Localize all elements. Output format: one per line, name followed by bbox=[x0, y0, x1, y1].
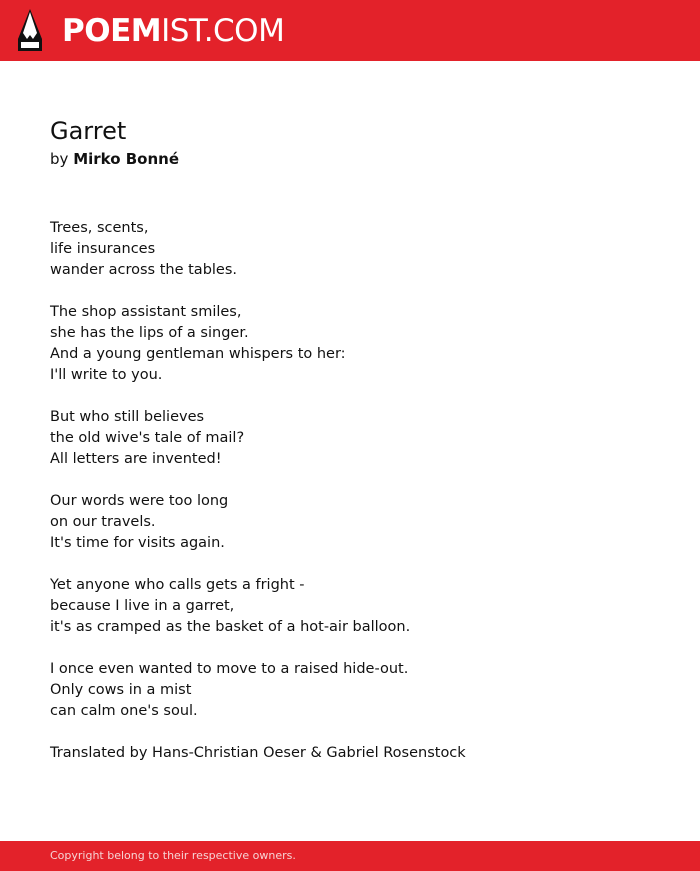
stanza-gap bbox=[50, 554, 670, 575]
poem-line: All letters are invented! bbox=[50, 451, 222, 467]
poem-body bbox=[50, 218, 670, 764]
poem-line: she has the lips of a singer. bbox=[50, 325, 249, 341]
poem-line: can calm one's soul. bbox=[50, 703, 198, 719]
poem-line: I'll write to you. bbox=[50, 367, 163, 383]
stanza-gap bbox=[50, 386, 670, 407]
poem-author: Mirko Bonné bbox=[73, 150, 180, 168]
pen-nib-icon[interactable] bbox=[18, 9, 42, 51]
poem-line: Only cows in a mist bbox=[50, 682, 192, 698]
brand-bold: POEM bbox=[62, 13, 162, 49]
poem-line: on our travels. bbox=[50, 514, 156, 530]
poem-byline bbox=[50, 149, 179, 169]
site-footer bbox=[0, 841, 700, 871]
poem-line: And a young gentleman whispers to her: bbox=[50, 346, 346, 362]
poem-line: Trees, scents, bbox=[50, 220, 149, 236]
stanza-gap bbox=[50, 470, 670, 491]
stanza-gap bbox=[50, 638, 670, 659]
poem-line: the old wive's tale of mail? bbox=[50, 430, 245, 446]
byline-prefix: by bbox=[50, 150, 69, 168]
poem-stanza bbox=[50, 659, 670, 722]
poem-stanza bbox=[50, 575, 670, 638]
poem-stanza bbox=[50, 491, 670, 554]
poem-stanza bbox=[50, 218, 670, 281]
brand-light: IST.COM bbox=[161, 13, 285, 49]
poem-title: Garret bbox=[50, 117, 127, 145]
poem-stanza bbox=[50, 302, 670, 386]
poem-line: It's time for visits again. bbox=[50, 535, 225, 551]
poem-line: The shop assistant smiles, bbox=[50, 304, 242, 320]
poem-stanza bbox=[50, 407, 670, 470]
site-header bbox=[0, 0, 700, 61]
poem-line: Yet anyone who calls gets a fright - bbox=[50, 577, 305, 593]
poem-line: Translated by Hans-Christian Oeser & Gabriel Rosenstock bbox=[50, 745, 466, 761]
poem-line: wander across the tables. bbox=[50, 262, 238, 278]
poem-line: I once even wanted to move to a raised hide-out. bbox=[50, 661, 409, 677]
poem-stanza bbox=[50, 743, 670, 764]
poem-line: it's as cramped as the basket of a hot-air balloon. bbox=[50, 619, 411, 635]
poem-line: Our words were too long bbox=[50, 493, 229, 509]
site-logo-text[interactable] bbox=[62, 11, 284, 51]
poem-line: because I live in a garret, bbox=[50, 598, 235, 614]
copyright-text: Copyright belong to their respective owners. bbox=[50, 849, 296, 862]
stanza-gap bbox=[50, 722, 670, 743]
stanza-gap bbox=[50, 281, 670, 302]
poem-line: But who still believes bbox=[50, 409, 205, 425]
poem-line: life insurances bbox=[50, 241, 156, 257]
